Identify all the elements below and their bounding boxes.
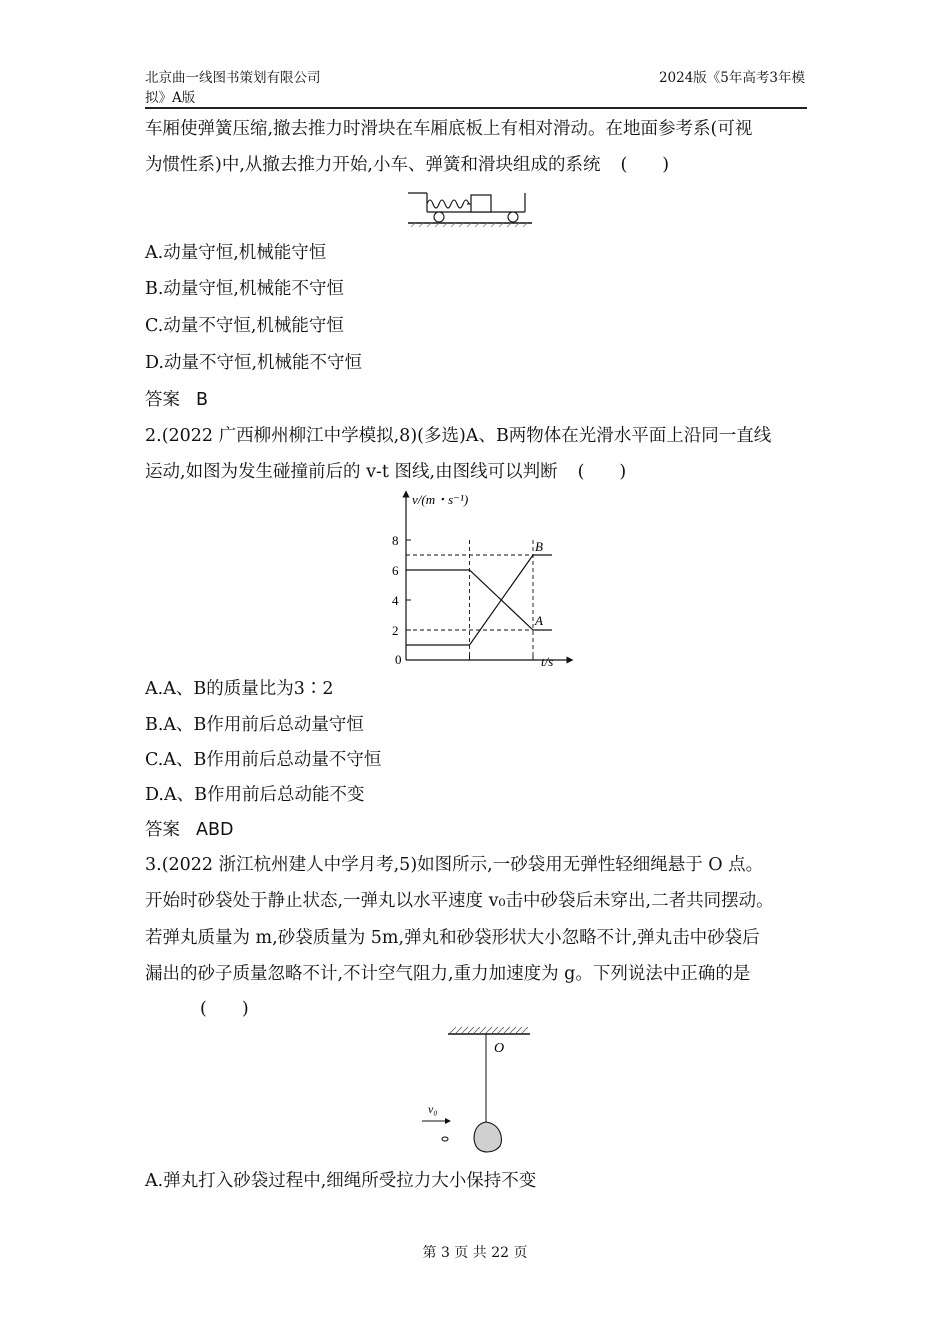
series-a-label: A (535, 613, 543, 628)
series-b-line (406, 555, 552, 645)
q2-option-d: D.A、B作用前后总动能不变 (145, 785, 365, 805)
q1-option-d: D.动量不守恒,机械能不守恒 (145, 353, 363, 373)
q1-option-c: C.动量不守恒,机械能守恒 (145, 316, 344, 336)
q1-answer-paren: ( ) (620, 155, 670, 175)
slider-block (471, 195, 491, 212)
sandbag (474, 1122, 501, 1152)
q2-option-b: B.A、B作用前后总动量守恒 (145, 715, 364, 735)
q2-text-line1: 2.(2022 广西柳州柳江中学模拟,8)(多选)A、B两物体在光滑水平面上沿同一直线 (145, 426, 772, 446)
origin-label: 0 (395, 652, 402, 667)
spring (427, 200, 469, 208)
y-axis-label: v/(m・s⁻¹) (412, 492, 469, 507)
q3-text-line2: 开始时砂袋处于静止状态,一弹丸以水平速度 v₀击中砂袋后未穿出,二者共同摆动。 (145, 891, 774, 911)
q1-text-line1: 车厢使弹簧压缩,撤去推力时滑块在车厢底板上有相对滑动。在地面参考系(可视 (145, 119, 753, 139)
header-company: 北京曲一线图书策划有限公司 (145, 70, 321, 86)
sandbag-figure (420, 1026, 540, 1160)
q2-option-c: C.A、B作用前后总动量不守恒 (145, 750, 382, 770)
header-book-title: 2024版《5年高考3年模 (658, 70, 805, 86)
q3-text-line3: 若弹丸质量为 m,砂袋质量为 5m,弹丸和砂袋形状大小忽略不计,弹丸击中砂袋后 (145, 928, 760, 948)
y-tick-label: 2 (392, 623, 399, 638)
q2-answer (145, 817, 233, 843)
header-book-cont: 拟》A版 (145, 90, 196, 106)
q1-answer (145, 387, 208, 413)
q1-answer-value: B (196, 390, 209, 410)
q1-option-a: A.动量守恒,机械能守恒 (145, 243, 327, 263)
q3-text-line4: 漏出的砂子质量忽略不计,不计空气阻力,重力加速度为 g。下列说法中正确的是 (145, 964, 751, 984)
q2-answer-value: ABD (196, 820, 234, 840)
q2-option-a: A.A、B的质量比为3∶2 (145, 679, 334, 699)
q3-text-line1: 3.(2022 浙江杭州建人中学月考,5)如图所示,一砂袋用无弹性轻细绳悬于 O 点。 (145, 855, 764, 875)
bullet (442, 1137, 448, 1141)
q2-answer-label: 答案 (145, 820, 180, 840)
v0-label: v₀ (428, 1102, 438, 1116)
y-tick-label: 4 (392, 593, 399, 608)
q2-text-line2 (145, 459, 626, 485)
header-left (145, 68, 375, 108)
ceiling-hatch (450, 1027, 528, 1033)
vt-chart (358, 488, 578, 672)
x-axis-label: t/s (541, 654, 554, 669)
q2-answer-paren: ( ) (577, 462, 627, 482)
q2-stem: 运动,如图为发生碰撞前后的 v-t 图线,由图线可以判断 (145, 462, 558, 482)
q1-option-b: B.动量守恒,机械能不守恒 (145, 279, 344, 299)
q1-stem: 为惯性系)中,从撤去推力开始,小车、弹簧和滑块组成的系统 (145, 155, 601, 175)
series-a-line (406, 570, 552, 630)
q3-answer-paren: ( ) (200, 999, 249, 1019)
page-footer: 第 3 页 共 22 页 (422, 1245, 528, 1261)
q1-text-line2 (145, 152, 669, 178)
wheel-left (434, 212, 444, 222)
cart-spring-figure (405, 185, 535, 229)
point-o-label: O (494, 1041, 505, 1056)
q3-option-a: A.弹丸打入砂袋过程中,细绳所受拉力大小保持不变 (145, 1171, 537, 1191)
cart-body (408, 193, 525, 212)
y-tick-label: 6 (392, 563, 399, 578)
series-b-label: B (535, 539, 543, 554)
wheel-right (508, 212, 518, 222)
y-tick-label: 8 (392, 533, 399, 548)
q1-answer-label: 答案 (145, 390, 180, 410)
header-rule (145, 107, 807, 109)
